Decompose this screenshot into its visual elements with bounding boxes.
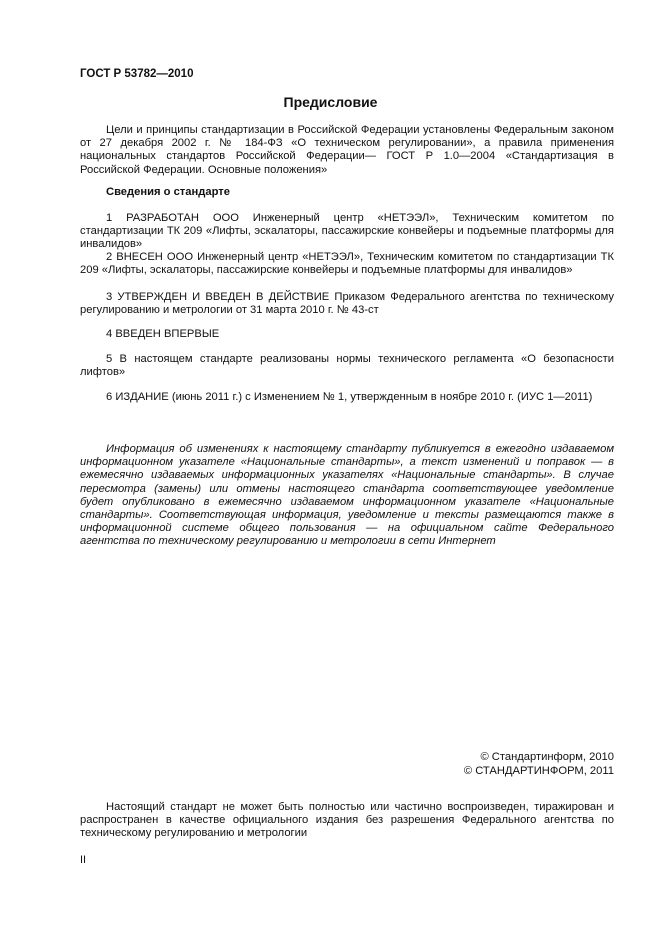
list-item: 2 ВНЕСЕН ООО Инженерный центр «НЕТЭЭЛ», Техническим комитетом по стандартизации ТК 209 «Лифты, эскалаторы, пассажирские конвейеры и подъемные платформы для инвалидов» <box>80 251 614 277</box>
list-item: 6 ИЗДАНИЕ (июнь 2011 г.) с Изменением № 1, утвержденным в ноябре 2010 г. (ИУС 1—2011) <box>106 391 593 403</box>
list-item: 4 ВВЕДЕН ВПЕРВЫЕ <box>106 328 220 340</box>
copyright-line: © СТАНДАРТИНФОРМ, 2011 <box>463 764 614 777</box>
page-number: II <box>80 854 87 866</box>
copyright-block <box>314 751 614 778</box>
document-code: ГОСТ Р 53782—2010 <box>80 68 194 80</box>
reproduction-notice: Настоящий стандарт не может быть полностью или частично воспроизведен, тиражирован и распространен в качестве официального издания без разрешения Федерального агентства по техническому регулированию и метрологии <box>80 801 614 840</box>
page-title: Предисловие <box>283 94 378 110</box>
list-item: 1 РАЗРАБОТАН ООО Инженерный центр «НЕТЭЭЛ», Техническим комитетом по стандартизации ТК 209 «Лифты, эскалаторы, пассажирские конвейеры и подъемные платформы для инвалидов» <box>80 212 614 251</box>
section-subheading: Сведения о стандарте <box>106 186 230 198</box>
intro-paragraph: Цели и принципы стандартизации в Российской Федерации установлены Федеральным законом от 27 декабря 2002 г. № 184-ФЗ «О техническом регулировании», а правила применения национальных стандартов Российской Федерации— ГОСТ Р 1.0—2004 «Стандартизация в Российской Федерации. Основные положения» <box>80 124 614 176</box>
copyright-line: © Стандартинформ, 2010 <box>480 751 614 763</box>
list-item: 3 УТВЕРЖДЕН И ВВЕДЕН В ДЕЙСТВИЕ Приказом Федерального агентства по техническому регулированию и метрологии от 31 марта 2010 г. № 43-ст <box>80 291 614 317</box>
notice-paragraph: Информация об изменениях к настоящему стандарту публикуется в ежегодно издаваемом информационном указателе «Национальные стандарты», а текст изменений и поправок — в ежемесячно издаваемых информационных указателях «Национальные стандарты». В случае пересмотра (замены) или отмены настоящего стандарта соответствующее уведомление будет опубликовано в ежемесячно издаваемом информационном указателе «Национальные стандарты». Соответствующая информация, уведомление и тексты размещаются также в информационной системе общего пользования — на официальном сайте Федерального агентства по техническому регулированию и метрологии в сети Интернет <box>80 443 614 548</box>
list-item: 5 В настоящем стандарте реализованы нормы технического регламента «О безопасности лифтов» <box>80 353 614 379</box>
